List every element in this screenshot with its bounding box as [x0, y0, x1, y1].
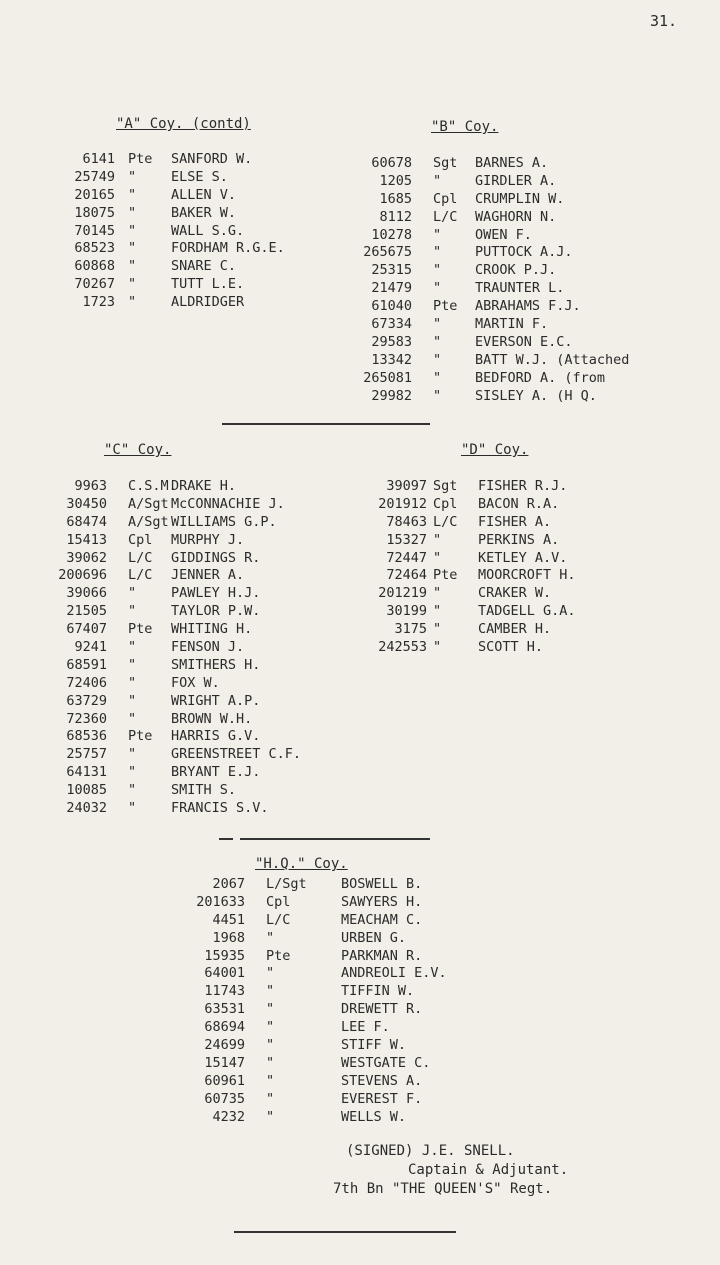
service-number: 68591: [66, 656, 107, 673]
soldier-name: WAGHORN N.: [475, 208, 557, 225]
rank: ": [266, 1001, 275, 1018]
hq-coy-roster: [0, 876, 720, 1126]
roster-row: [0, 209, 720, 227]
service-number: 67334: [371, 316, 412, 333]
service-number: 25315: [371, 262, 412, 279]
service-number: 15327: [386, 531, 427, 548]
rank: ": [433, 333, 442, 350]
rank: ": [128, 800, 137, 817]
roster-row: [0, 244, 720, 262]
roster-row: [0, 657, 720, 675]
service-number: 10278: [371, 226, 412, 243]
soldier-name: FRANCIS S.V.: [171, 800, 269, 817]
b-coy-heading: "B" Coy.: [431, 119, 499, 135]
soldier-name: TIFFIN W.: [341, 983, 415, 1000]
rank: Pte: [128, 728, 153, 745]
a-coy-heading: "A" Coy. (contd): [116, 116, 251, 132]
service-number: 24699: [204, 1037, 245, 1054]
signature-line: (SIGNED) J.E. SNELL.: [346, 1143, 515, 1159]
roster-row: [0, 639, 720, 657]
rank: L/C: [266, 911, 291, 928]
service-number: 18075: [74, 204, 115, 221]
divider-rule-dash: [219, 838, 233, 840]
service-number: 4451: [212, 911, 245, 928]
rank: Pte: [266, 947, 291, 964]
rank: ": [128, 585, 137, 602]
service-number: 200696: [58, 567, 107, 584]
rank: ": [433, 351, 442, 368]
service-number: 9963: [74, 478, 107, 494]
rank: ": [433, 172, 442, 189]
soldier-name: CAMBER H.: [478, 621, 552, 638]
roster-row: [0, 764, 720, 782]
soldier-name: TADGELL G.A.: [478, 603, 576, 620]
roster-row: [0, 155, 720, 173]
service-number: 72464: [386, 567, 427, 584]
service-number: 15935: [204, 947, 245, 964]
soldier-name: BRYANT E.J.: [171, 764, 261, 781]
soldier-name: CRAKER W.: [478, 585, 552, 602]
service-number: 265675: [363, 244, 412, 261]
service-number: 78463: [386, 513, 427, 530]
service-number: 39066: [66, 585, 107, 602]
rank: ": [433, 531, 442, 548]
soldier-name: BARNES A.: [475, 155, 549, 171]
service-number: 29583: [371, 333, 412, 350]
soldier-name: MARTIN F.: [475, 316, 549, 333]
service-number: 60961: [204, 1072, 245, 1089]
soldier-name: DREWETT R.: [341, 1001, 423, 1018]
roster-row: [0, 983, 720, 1001]
soldier-name: OWEN F.: [475, 226, 532, 243]
closing-rule: [234, 1231, 456, 1233]
soldier-name: FISHER R.J.: [478, 478, 568, 494]
soldier-name: SMITHERS H.: [171, 656, 261, 673]
rank: ": [128, 168, 137, 185]
rank: ": [128, 294, 137, 311]
rank: C.S.M.: [128, 478, 177, 494]
service-number: 6141: [82, 151, 115, 167]
soldier-name: ALLEN V.: [171, 186, 237, 203]
rank: ": [128, 764, 137, 781]
rank: ": [433, 262, 442, 279]
rank: ": [128, 603, 137, 620]
roster-row: [0, 675, 720, 693]
rank: ": [433, 280, 442, 297]
soldier-name: STEVENS A.: [341, 1072, 423, 1089]
roster-row: [0, 532, 720, 550]
soldier-name: KETLEY A.V.: [478, 549, 568, 566]
rank: ": [266, 1054, 275, 1071]
service-number: 24032: [66, 800, 107, 817]
soldier-name: SANFORD W.: [171, 151, 253, 167]
soldier-name: HARRIS G.V.: [171, 728, 261, 745]
soldier-name: SNARE C.: [171, 258, 237, 275]
service-number: 25749: [74, 168, 115, 185]
service-number: 11743: [204, 983, 245, 1000]
roster-row: [0, 621, 720, 639]
roster-row: [0, 800, 720, 818]
roster-row: [0, 1073, 720, 1091]
roster-row: [0, 567, 720, 585]
soldier-name: BAKER W.: [171, 204, 237, 221]
soldier-name: BACON R.A.: [478, 495, 560, 512]
divider-rule: [222, 423, 430, 425]
service-number: 39062: [66, 549, 107, 566]
roster-row: [0, 370, 720, 388]
roster-row: [0, 746, 720, 764]
soldier-name: EVEREST F.: [341, 1090, 423, 1107]
rank: L/Sgt: [266, 876, 307, 892]
soldier-name: McCONNACHIE J.: [171, 495, 285, 512]
soldier-name: GREENSTREET C.F.: [171, 746, 302, 763]
soldier-name: FORDHAM R.G.E.: [171, 240, 285, 257]
rank: A/Sgt: [128, 513, 169, 530]
soldier-name: BATT W.J. (Attached: [475, 351, 630, 368]
service-number: 15147: [204, 1054, 245, 1071]
rank: ": [433, 621, 442, 638]
soldier-name: MURPHY J.: [171, 531, 245, 548]
rank: Sgt: [433, 155, 458, 171]
roster-row: [0, 1019, 720, 1037]
soldier-name: PARKMAN R.: [341, 947, 423, 964]
soldier-name: BEDFORD A. (from: [475, 369, 606, 386]
signature-unit: 7th Bn "THE QUEEN'S" Regt.: [333, 1181, 553, 1197]
signature-title: Captain & Adjutant.: [408, 1162, 569, 1178]
soldier-name: FENSON J.: [171, 639, 245, 656]
soldier-name: MEACHAM C.: [341, 911, 423, 928]
rank: ": [433, 244, 442, 261]
service-number: 68523: [74, 240, 115, 257]
service-number: 1968: [212, 929, 245, 946]
rank: ": [433, 549, 442, 566]
rank: Cpl: [433, 190, 458, 207]
soldier-name: LEE F.: [341, 1019, 390, 1036]
roster-row: [0, 728, 720, 746]
service-number: 201633: [196, 893, 245, 910]
soldier-name: ABRAHAMS F.J.: [475, 298, 581, 315]
roster-row: [0, 1001, 720, 1019]
roster-row: [0, 1091, 720, 1109]
rank: Pte: [128, 151, 153, 167]
soldier-name: SISLEY A. (H Q.: [475, 387, 597, 404]
soldier-name: URBEN G.: [341, 929, 407, 946]
roster-row: [0, 965, 720, 983]
rank: ": [128, 674, 137, 691]
rank: ": [266, 1108, 275, 1125]
soldier-name: MOORCROFT H.: [478, 567, 576, 584]
rank: Sgt: [433, 478, 458, 494]
service-number: 4232: [212, 1108, 245, 1125]
roster-row: [0, 585, 720, 603]
service-number: 68474: [66, 513, 107, 530]
soldier-name: JENNER A.: [171, 567, 245, 584]
service-number: 67407: [66, 621, 107, 638]
soldier-name: SMITH S.: [171, 782, 237, 799]
service-number: 8112: [379, 208, 412, 225]
roster-row: [0, 930, 720, 948]
service-number: 15413: [66, 531, 107, 548]
service-number: 72447: [386, 549, 427, 566]
soldier-name: WALL S.G.: [171, 222, 245, 239]
roster-row: [0, 550, 720, 568]
roster-row: [0, 173, 720, 191]
service-number: 72406: [66, 674, 107, 691]
service-number: 21479: [371, 280, 412, 297]
rank: ": [128, 186, 137, 203]
rank: ": [128, 782, 137, 799]
soldier-name: BOSWELL B.: [341, 876, 423, 892]
soldier-name: CROOK P.J.: [475, 262, 557, 279]
rank: ": [266, 965, 275, 982]
roster-row: [0, 948, 720, 966]
rank: Pte: [128, 621, 153, 638]
roster-row: [0, 782, 720, 800]
soldier-name: EVERSON E.C.: [475, 333, 573, 350]
page-number: 31.: [650, 12, 678, 30]
rank: Pte: [433, 567, 458, 584]
rank: ": [433, 316, 442, 333]
service-number: 63531: [204, 1001, 245, 1018]
rank: ": [433, 603, 442, 620]
roster-row: [0, 280, 720, 298]
rank: ": [128, 692, 137, 709]
rank: L/C: [128, 567, 153, 584]
soldier-name: TAYLOR P.W.: [171, 603, 261, 620]
d-coy-heading: "D" Coy.: [461, 442, 529, 458]
service-number: 72360: [66, 710, 107, 727]
service-number: 242553: [378, 639, 427, 656]
rank: ": [128, 240, 137, 257]
soldier-name: PERKINS A.: [478, 531, 560, 548]
roster-row: [0, 514, 720, 532]
soldier-name: STIFF W.: [341, 1037, 407, 1054]
soldier-name: DRAKE H.: [171, 478, 237, 494]
rank: ": [128, 746, 137, 763]
service-number: 265081: [363, 369, 412, 386]
rank: ": [128, 276, 137, 293]
roster-row: [0, 262, 720, 280]
rank: ": [128, 639, 137, 656]
soldier-name: WILLIAMS G.P.: [171, 513, 277, 530]
roster-row: [0, 191, 720, 209]
divider-rule: [240, 838, 430, 840]
rank: L/C: [433, 513, 458, 530]
roster-row: [0, 388, 720, 406]
rank: A/Sgt: [128, 495, 169, 512]
service-number: 70267: [74, 276, 115, 293]
roster-row: [0, 894, 720, 912]
service-number: 201912: [378, 495, 427, 512]
soldier-name: PAWLEY H.J.: [171, 585, 261, 602]
c-coy-heading: "C" Coy.: [104, 442, 172, 458]
service-number: 60678: [371, 155, 412, 171]
roster-row: [0, 876, 720, 894]
hq-coy-heading: "H.Q." Coy.: [255, 856, 348, 872]
rank: ": [433, 387, 442, 404]
service-number: 68694: [204, 1019, 245, 1036]
soldier-name: GIRDLER A.: [475, 172, 557, 189]
b-coy-roster: [0, 155, 720, 405]
rank: ": [266, 929, 275, 946]
soldier-name: TRAUNTER L.: [475, 280, 565, 297]
service-number: 70145: [74, 222, 115, 239]
service-number: 1723: [82, 294, 115, 311]
rank: Cpl: [266, 893, 291, 910]
rank: ": [128, 710, 137, 727]
service-number: 201219: [378, 585, 427, 602]
soldier-name: WRIGHT A.P.: [171, 692, 261, 709]
roster-row: [0, 496, 720, 514]
soldier-name: BROWN W.H.: [171, 710, 253, 727]
rank: ": [128, 222, 137, 239]
service-number: 61040: [371, 298, 412, 315]
roster-row: [0, 1037, 720, 1055]
service-number: 30450: [66, 495, 107, 512]
rank: ": [266, 983, 275, 1000]
d-coy-roster: [0, 478, 720, 657]
service-number: 1205: [379, 172, 412, 189]
roster-row: [0, 1109, 720, 1127]
soldier-name: WESTGATE C.: [341, 1054, 431, 1071]
rank: ": [433, 639, 442, 656]
soldier-name: SCOTT H.: [478, 639, 544, 656]
roster-row: [0, 603, 720, 621]
roster-row: [0, 298, 720, 316]
service-number: 13342: [371, 351, 412, 368]
rank: ": [433, 369, 442, 386]
roster-row: [0, 693, 720, 711]
service-number: 39097: [386, 478, 427, 494]
soldier-name: CRUMPLIN W.: [475, 190, 565, 207]
rank: ": [433, 226, 442, 243]
rank: L/C: [433, 208, 458, 225]
rank: ": [266, 1072, 275, 1089]
rank: L/C: [128, 549, 153, 566]
rank: Cpl: [433, 495, 458, 512]
rank: ": [266, 1037, 275, 1054]
rank: ": [128, 204, 137, 221]
service-number: 3175: [394, 621, 427, 638]
roster-row: [0, 316, 720, 334]
rank: Cpl: [128, 531, 153, 548]
rank: Pte: [433, 298, 458, 315]
roster-row: [0, 334, 720, 352]
roster-row: [0, 912, 720, 930]
rank: ": [266, 1090, 275, 1107]
service-number: 60868: [74, 258, 115, 275]
rank: ": [433, 585, 442, 602]
roster-row: [0, 227, 720, 245]
rank: ": [128, 656, 137, 673]
service-number: 63729: [66, 692, 107, 709]
service-number: 10085: [66, 782, 107, 799]
soldier-name: WELLS W.: [341, 1108, 407, 1125]
soldier-name: ANDREOLI E.V.: [341, 965, 447, 982]
service-number: 60735: [204, 1090, 245, 1107]
rank: ": [266, 1019, 275, 1036]
rank: ": [128, 258, 137, 275]
roster-row: [0, 478, 720, 496]
soldier-name: FISHER A.: [478, 513, 552, 530]
service-number: 29982: [371, 387, 412, 404]
service-number: 68536: [66, 728, 107, 745]
soldier-name: TUTT L.E.: [171, 276, 245, 293]
roster-row: [0, 352, 720, 370]
soldier-name: ALDRIDGER: [171, 294, 245, 311]
service-number: 2067: [212, 876, 245, 892]
soldier-name: SAWYERS H.: [341, 893, 423, 910]
roster-row: [0, 1055, 720, 1073]
soldier-name: PUTTOCK A.J.: [475, 244, 573, 261]
soldier-name: WHITING H.: [171, 621, 253, 638]
soldier-name: GIDDINGS R.: [171, 549, 261, 566]
soldier-name: FOX W.: [171, 674, 220, 691]
roster-row: [0, 711, 720, 729]
service-number: 64131: [66, 764, 107, 781]
service-number: 1685: [379, 190, 412, 207]
service-number: 9241: [74, 639, 107, 656]
service-number: 20165: [74, 186, 115, 203]
service-number: 25757: [66, 746, 107, 763]
service-number: 64001: [204, 965, 245, 982]
service-number: 21505: [66, 603, 107, 620]
soldier-name: ELSE S.: [171, 168, 228, 185]
service-number: 30199: [386, 603, 427, 620]
